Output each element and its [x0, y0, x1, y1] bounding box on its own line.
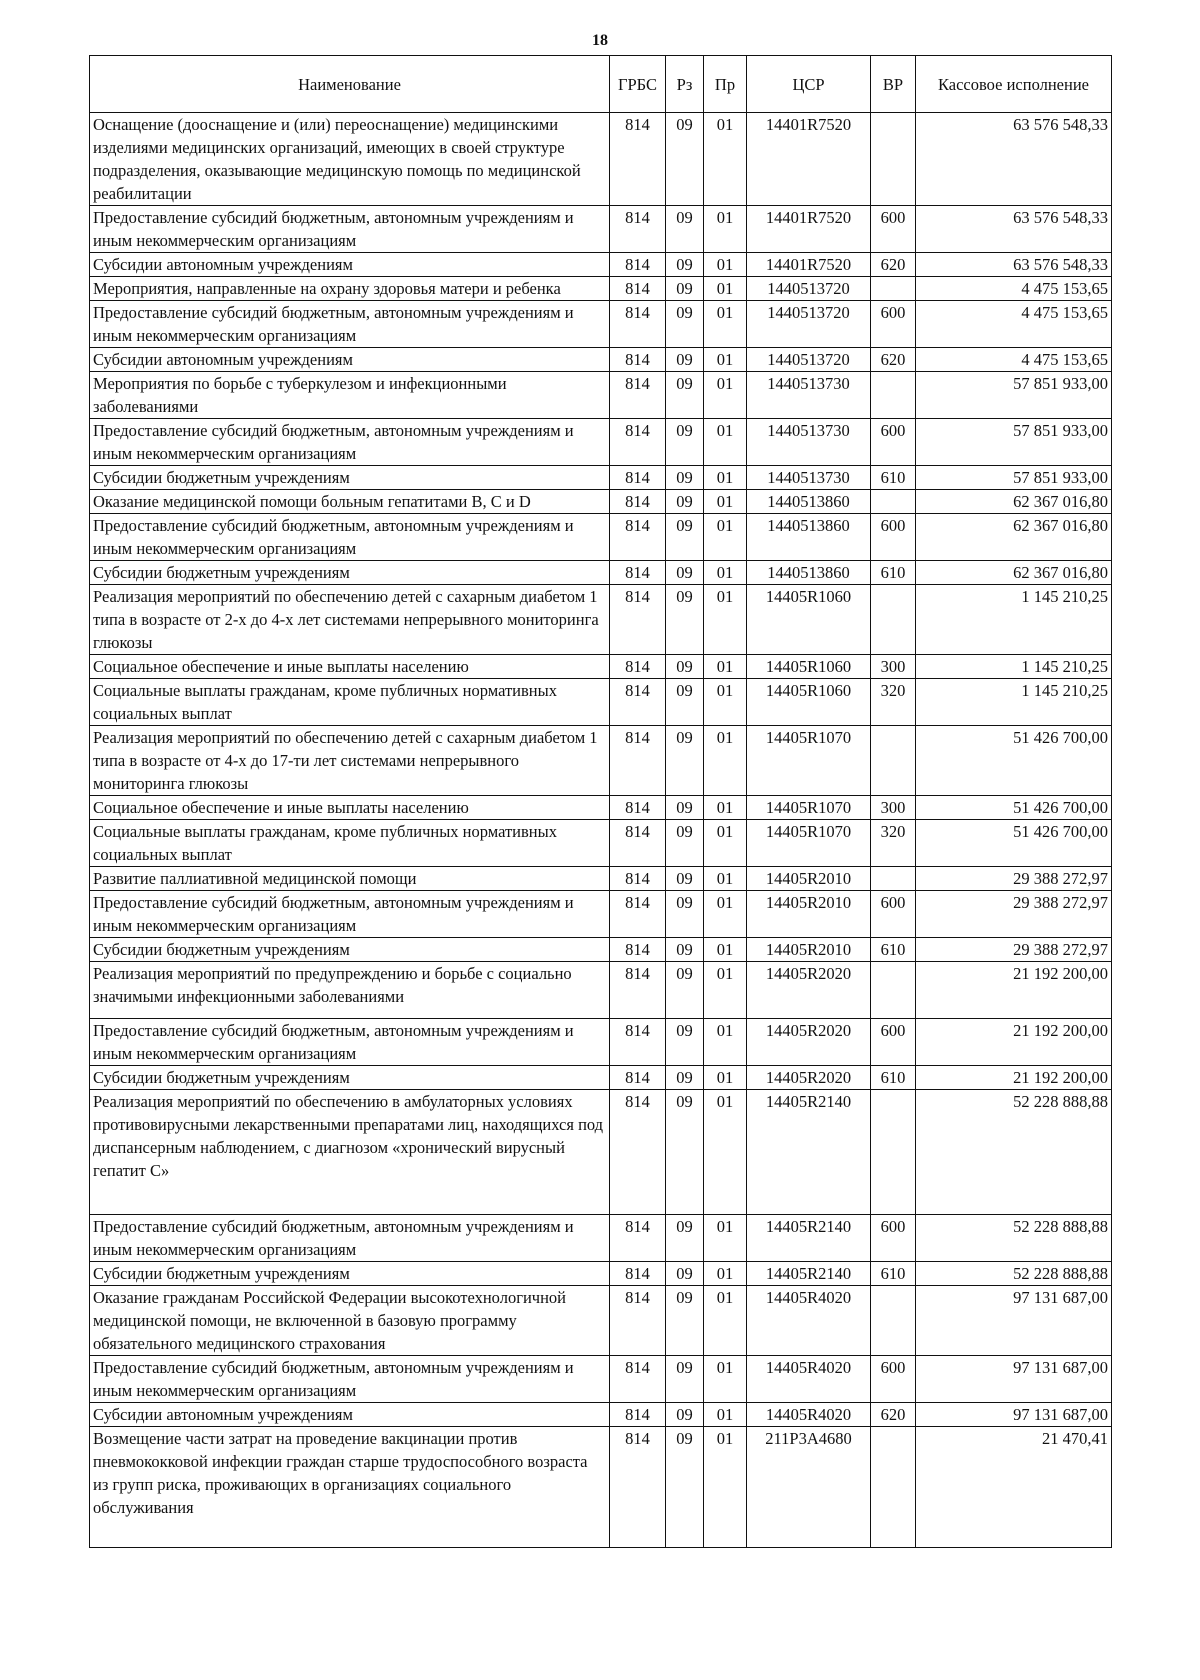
cell-pr: 01	[704, 1286, 747, 1356]
cell-vr: 600	[871, 1356, 916, 1403]
table-row	[90, 514, 1112, 561]
cell-vr	[871, 1427, 916, 1548]
cell-rz: 09	[666, 962, 704, 1019]
cell-rz: 09	[666, 1403, 704, 1427]
cell-rz: 09	[666, 113, 704, 206]
cell-vr: 600	[871, 514, 916, 561]
cell-amount: 21 192 200,00	[916, 1066, 1112, 1090]
table-row	[90, 679, 1112, 726]
cell-pr: 01	[704, 1215, 747, 1262]
table-row	[90, 1019, 1112, 1066]
cell-grbs: 814	[610, 1262, 666, 1286]
cell-amount: 1 145 210,25	[916, 679, 1112, 726]
cell-pr: 01	[704, 1019, 747, 1066]
cell-rz: 09	[666, 466, 704, 490]
cell-rz: 09	[666, 1356, 704, 1403]
cell-amount: 62 367 016,80	[916, 490, 1112, 514]
cell-pr: 01	[704, 867, 747, 891]
column-header-vr: ВР	[871, 56, 916, 113]
cell-grbs: 814	[610, 277, 666, 301]
cell-name: Реализация мероприятий по обеспечению детей с сахарным диабетом 1 типа в возрасте от 4-х до 17-ти лет системами непрерывного мониторинга глюкозы	[90, 726, 610, 796]
cell-csr: 14405R2020	[747, 1066, 871, 1090]
cell-rz: 09	[666, 1090, 704, 1215]
cell-grbs: 814	[610, 726, 666, 796]
table-row	[90, 655, 1112, 679]
cell-csr: 1440513720	[747, 348, 871, 372]
table-body	[90, 113, 1112, 1548]
cell-grbs: 814	[610, 1215, 666, 1262]
cell-name: Субсидии автономным учреждениям	[90, 253, 610, 277]
cell-rz: 09	[666, 867, 704, 891]
cell-name: Субсидии бюджетным учреждениям	[90, 1262, 610, 1286]
cell-vr	[871, 1090, 916, 1215]
cell-csr: 14405R2010	[747, 938, 871, 962]
cell-csr: 1440513730	[747, 466, 871, 490]
cell-amount: 97 131 687,00	[916, 1356, 1112, 1403]
cell-amount: 52 228 888,88	[916, 1215, 1112, 1262]
table-row	[90, 1403, 1112, 1427]
table-row	[90, 585, 1112, 655]
cell-csr: 14405R2020	[747, 962, 871, 1019]
cell-grbs: 814	[610, 466, 666, 490]
cell-csr: 14405R1070	[747, 726, 871, 796]
table-row	[90, 1215, 1112, 1262]
table-row	[90, 561, 1112, 585]
cell-name: Социальные выплаты гражданам, кроме публичных нормативных социальных выплат	[90, 679, 610, 726]
cell-amount: 21 470,41	[916, 1427, 1112, 1548]
cell-name: Развитие паллиативной медицинской помощи	[90, 867, 610, 891]
cell-amount: 4 475 153,65	[916, 277, 1112, 301]
cell-name: Предоставление субсидий бюджетным, автономным учреждениям и иным некоммерческим организациям	[90, 514, 610, 561]
cell-csr: 14401R7520	[747, 206, 871, 253]
cell-csr: 14401R7520	[747, 113, 871, 206]
cell-csr: 1440513860	[747, 490, 871, 514]
cell-vr: 300	[871, 796, 916, 820]
cell-vr: 620	[871, 253, 916, 277]
cell-pr: 01	[704, 891, 747, 938]
cell-pr: 01	[704, 490, 747, 514]
cell-grbs: 814	[610, 1286, 666, 1356]
cell-amount: 63 576 548,33	[916, 206, 1112, 253]
cell-vr: 620	[871, 1403, 916, 1427]
cell-pr: 01	[704, 1262, 747, 1286]
column-header-amount: Кассовое исполнение	[916, 56, 1112, 113]
column-header-grbs: ГРБС	[610, 56, 666, 113]
cell-name: Мероприятия, направленные на охрану здоровья матери и ребенка	[90, 277, 610, 301]
cell-name: Возмещение части затрат на проведение вакцинации против пневмококковой инфекции граждан старше трудоспособного возраста из групп риска, проживающих в организациях социального обслуживания	[90, 1427, 610, 1548]
table-row	[90, 726, 1112, 796]
cell-csr: 1440513720	[747, 301, 871, 348]
cell-csr: 14405R4020	[747, 1403, 871, 1427]
cell-csr: 14405R2140	[747, 1262, 871, 1286]
cell-pr: 01	[704, 655, 747, 679]
cell-name: Субсидии автономным учреждениям	[90, 348, 610, 372]
cell-pr: 01	[704, 1403, 747, 1427]
cell-rz: 09	[666, 277, 704, 301]
cell-csr: 1440513730	[747, 372, 871, 419]
cell-grbs: 814	[610, 1019, 666, 1066]
cell-name: Оказание гражданам Российской Федерации высокотехнологичной медицинской помощи, не включенной в базовую программу обязательного медицинского страхования	[90, 1286, 610, 1356]
cell-rz: 09	[666, 490, 704, 514]
cell-rz: 09	[666, 655, 704, 679]
cell-grbs: 814	[610, 867, 666, 891]
cell-amount: 63 576 548,33	[916, 113, 1112, 206]
cell-pr: 01	[704, 1090, 747, 1215]
cell-amount: 29 388 272,97	[916, 938, 1112, 962]
cell-amount: 4 475 153,65	[916, 348, 1112, 372]
cell-csr: 14401R7520	[747, 253, 871, 277]
cell-amount: 57 851 933,00	[916, 372, 1112, 419]
cell-csr: 1440513860	[747, 561, 871, 585]
cell-amount: 51 426 700,00	[916, 820, 1112, 867]
cell-name: Оказание медицинской помощи больным гепатитами B, C и D	[90, 490, 610, 514]
cell-grbs: 814	[610, 301, 666, 348]
column-header-rz: Рз	[666, 56, 704, 113]
cell-name: Предоставление субсидий бюджетным, автономным учреждениям и иным некоммерческим организациям	[90, 1019, 610, 1066]
cell-csr: 14405R1060	[747, 585, 871, 655]
table-row	[90, 490, 1112, 514]
cell-csr: 14405R2010	[747, 867, 871, 891]
cell-csr: 14405R4020	[747, 1356, 871, 1403]
cell-rz: 09	[666, 820, 704, 867]
cell-rz: 09	[666, 679, 704, 726]
cell-csr: 14405R4020	[747, 1286, 871, 1356]
table-row	[90, 372, 1112, 419]
cell-name: Предоставление субсидий бюджетным, автономным учреждениям и иным некоммерческим организациям	[90, 891, 610, 938]
cell-grbs: 814	[610, 679, 666, 726]
cell-vr: 610	[871, 938, 916, 962]
cell-amount: 57 851 933,00	[916, 466, 1112, 490]
cell-csr: 14405R2010	[747, 891, 871, 938]
cell-name: Субсидии бюджетным учреждениям	[90, 938, 610, 962]
table-row	[90, 113, 1112, 206]
cell-rz: 09	[666, 1427, 704, 1548]
cell-vr: 610	[871, 561, 916, 585]
cell-vr: 610	[871, 466, 916, 490]
cell-vr	[871, 867, 916, 891]
cell-vr: 600	[871, 1215, 916, 1262]
cell-amount: 51 426 700,00	[916, 796, 1112, 820]
cell-pr: 01	[704, 1356, 747, 1403]
cell-name: Предоставление субсидий бюджетным, автономным учреждениям и иным некоммерческим организациям	[90, 301, 610, 348]
cell-pr: 01	[704, 466, 747, 490]
cell-vr	[871, 277, 916, 301]
cell-pr: 01	[704, 938, 747, 962]
table-row	[90, 1427, 1112, 1548]
cell-amount: 4 475 153,65	[916, 301, 1112, 348]
cell-csr: 211P3A4680	[747, 1427, 871, 1548]
cell-name: Реализация мероприятий по обеспечению детей с сахарным диабетом 1 типа в возрасте от 2-х до 4-х лет системами непрерывного мониторинга глюкозы	[90, 585, 610, 655]
table-row	[90, 796, 1112, 820]
cell-pr: 01	[704, 514, 747, 561]
cell-csr: 14405R2020	[747, 1019, 871, 1066]
table-header-row	[90, 56, 1112, 113]
cell-vr: 600	[871, 891, 916, 938]
cell-pr: 01	[704, 253, 747, 277]
cell-name: Предоставление субсидий бюджетным, автономным учреждениям и иным некоммерческим организациям	[90, 1356, 610, 1403]
cell-grbs: 814	[610, 1066, 666, 1090]
cell-pr: 01	[704, 301, 747, 348]
cell-rz: 09	[666, 726, 704, 796]
table-row	[90, 348, 1112, 372]
cell-rz: 09	[666, 301, 704, 348]
cell-vr: 600	[871, 301, 916, 348]
cell-pr: 01	[704, 1427, 747, 1548]
cell-grbs: 814	[610, 514, 666, 561]
cell-rz: 09	[666, 561, 704, 585]
table-row	[90, 938, 1112, 962]
cell-grbs: 814	[610, 938, 666, 962]
cell-vr: 320	[871, 679, 916, 726]
table-row	[90, 891, 1112, 938]
cell-name: Социальные выплаты гражданам, кроме публичных нормативных социальных выплат	[90, 820, 610, 867]
cell-grbs: 814	[610, 372, 666, 419]
cell-amount: 97 131 687,00	[916, 1286, 1112, 1356]
cell-grbs: 814	[610, 490, 666, 514]
cell-rz: 09	[666, 1262, 704, 1286]
table-row	[90, 962, 1112, 1019]
cell-pr: 01	[704, 820, 747, 867]
cell-csr: 14405R1070	[747, 796, 871, 820]
cell-amount: 52 228 888,88	[916, 1090, 1112, 1215]
cell-rz: 09	[666, 1019, 704, 1066]
cell-name: Субсидии бюджетным учреждениям	[90, 466, 610, 490]
cell-grbs: 814	[610, 962, 666, 1019]
cell-vr	[871, 726, 916, 796]
cell-rz: 09	[666, 585, 704, 655]
cell-vr	[871, 372, 916, 419]
table-row	[90, 277, 1112, 301]
cell-vr	[871, 585, 916, 655]
cell-amount: 62 367 016,80	[916, 561, 1112, 585]
cell-amount: 21 192 200,00	[916, 1019, 1112, 1066]
cell-csr: 14405R1060	[747, 655, 871, 679]
table-row	[90, 820, 1112, 867]
cell-pr: 01	[704, 726, 747, 796]
cell-rz: 09	[666, 1066, 704, 1090]
cell-amount: 52 228 888,88	[916, 1262, 1112, 1286]
page-number: 18	[592, 32, 608, 49]
cell-amount: 57 851 933,00	[916, 419, 1112, 466]
table-row	[90, 1090, 1112, 1215]
table-row	[90, 867, 1112, 891]
cell-amount: 21 192 200,00	[916, 962, 1112, 1019]
cell-grbs: 814	[610, 655, 666, 679]
cell-name: Мероприятия по борьбе с туберкулезом и инфекционными заболеваниями	[90, 372, 610, 419]
cell-rz: 09	[666, 1215, 704, 1262]
cell-csr: 14405R1060	[747, 679, 871, 726]
cell-amount: 1 145 210,25	[916, 585, 1112, 655]
cell-grbs: 814	[610, 113, 666, 206]
table-row	[90, 1262, 1112, 1286]
cell-amount: 97 131 687,00	[916, 1403, 1112, 1427]
cell-vr: 300	[871, 655, 916, 679]
column-header-csr: ЦСР	[747, 56, 871, 113]
column-header-pr: Пр	[704, 56, 747, 113]
cell-pr: 01	[704, 1066, 747, 1090]
cell-grbs: 814	[610, 1356, 666, 1403]
cell-pr: 01	[704, 679, 747, 726]
cell-vr: 610	[871, 1066, 916, 1090]
cell-name: Реализация мероприятий по предупреждению и борьбе с социально значимыми инфекционными заболеваниями	[90, 962, 610, 1019]
cell-rz: 09	[666, 891, 704, 938]
cell-pr: 01	[704, 113, 747, 206]
cell-grbs: 814	[610, 1090, 666, 1215]
cell-grbs: 814	[610, 1427, 666, 1548]
cell-pr: 01	[704, 419, 747, 466]
cell-pr: 01	[704, 277, 747, 301]
cell-grbs: 814	[610, 419, 666, 466]
cell-vr	[871, 490, 916, 514]
cell-grbs: 814	[610, 206, 666, 253]
cell-vr: 600	[871, 1019, 916, 1066]
cell-csr: 1440513730	[747, 419, 871, 466]
cell-pr: 01	[704, 585, 747, 655]
column-header-name: Наименование	[90, 56, 610, 113]
cell-amount: 1 145 210,25	[916, 655, 1112, 679]
cell-name: Предоставление субсидий бюджетным, автономным учреждениям и иным некоммерческим организациям	[90, 1215, 610, 1262]
cell-pr: 01	[704, 206, 747, 253]
budget-execution-table	[89, 55, 1112, 1548]
cell-csr: 14405R2140	[747, 1090, 871, 1215]
cell-name: Социальное обеспечение и иные выплаты населению	[90, 796, 610, 820]
cell-name: Оснащение (дооснащение и (или) переоснащение) медицинскими изделиями медицинских организаций, имеющих в своей структуре подразделения, оказывающие медицинскую помощь по медицинской реабилитации	[90, 113, 610, 206]
table-row	[90, 1356, 1112, 1403]
cell-name: Субсидии бюджетным учреждениям	[90, 1066, 610, 1090]
cell-grbs: 814	[610, 1403, 666, 1427]
cell-rz: 09	[666, 372, 704, 419]
table-row	[90, 253, 1112, 277]
cell-rz: 09	[666, 419, 704, 466]
cell-name: Предоставление субсидий бюджетным, автономным учреждениям и иным некоммерческим организациям	[90, 419, 610, 466]
cell-vr	[871, 113, 916, 206]
cell-rz: 09	[666, 206, 704, 253]
cell-vr: 620	[871, 348, 916, 372]
cell-csr: 14405R2140	[747, 1215, 871, 1262]
cell-vr: 600	[871, 206, 916, 253]
cell-grbs: 814	[610, 348, 666, 372]
cell-vr	[871, 962, 916, 1019]
cell-amount: 29 388 272,97	[916, 867, 1112, 891]
cell-csr: 1440513860	[747, 514, 871, 561]
cell-name: Субсидии бюджетным учреждениям	[90, 561, 610, 585]
cell-amount: 51 426 700,00	[916, 726, 1112, 796]
cell-rz: 09	[666, 938, 704, 962]
cell-amount: 29 388 272,97	[916, 891, 1112, 938]
cell-rz: 09	[666, 1286, 704, 1356]
cell-rz: 09	[666, 514, 704, 561]
cell-csr: 14405R1070	[747, 820, 871, 867]
cell-grbs: 814	[610, 585, 666, 655]
table-row	[90, 206, 1112, 253]
table-row	[90, 419, 1112, 466]
cell-name: Субсидии автономным учреждениям	[90, 1403, 610, 1427]
cell-name: Реализация мероприятий по обеспечению в амбулаторных условиях противовирусными лекарственными препаратами лиц, находящихся под диспансерным наблюдением, с диагнозом «хронический вирусный гепатит С»	[90, 1090, 610, 1215]
cell-grbs: 814	[610, 253, 666, 277]
cell-grbs: 814	[610, 891, 666, 938]
cell-pr: 01	[704, 372, 747, 419]
cell-grbs: 814	[610, 561, 666, 585]
cell-name: Социальное обеспечение и иные выплаты населению	[90, 655, 610, 679]
table-row	[90, 1066, 1112, 1090]
cell-vr: 320	[871, 820, 916, 867]
cell-pr: 01	[704, 561, 747, 585]
table-row	[90, 1286, 1112, 1356]
cell-vr	[871, 1286, 916, 1356]
cell-grbs: 814	[610, 820, 666, 867]
cell-rz: 09	[666, 253, 704, 277]
cell-pr: 01	[704, 796, 747, 820]
cell-pr: 01	[704, 962, 747, 1019]
cell-csr: 1440513720	[747, 277, 871, 301]
cell-name: Предоставление субсидий бюджетным, автономным учреждениям и иным некоммерческим организациям	[90, 206, 610, 253]
table-row	[90, 301, 1112, 348]
cell-vr: 600	[871, 419, 916, 466]
cell-vr: 610	[871, 1262, 916, 1286]
cell-amount: 63 576 548,33	[916, 253, 1112, 277]
cell-amount: 62 367 016,80	[916, 514, 1112, 561]
cell-rz: 09	[666, 796, 704, 820]
cell-rz: 09	[666, 348, 704, 372]
table-row	[90, 466, 1112, 490]
cell-pr: 01	[704, 348, 747, 372]
cell-grbs: 814	[610, 796, 666, 820]
